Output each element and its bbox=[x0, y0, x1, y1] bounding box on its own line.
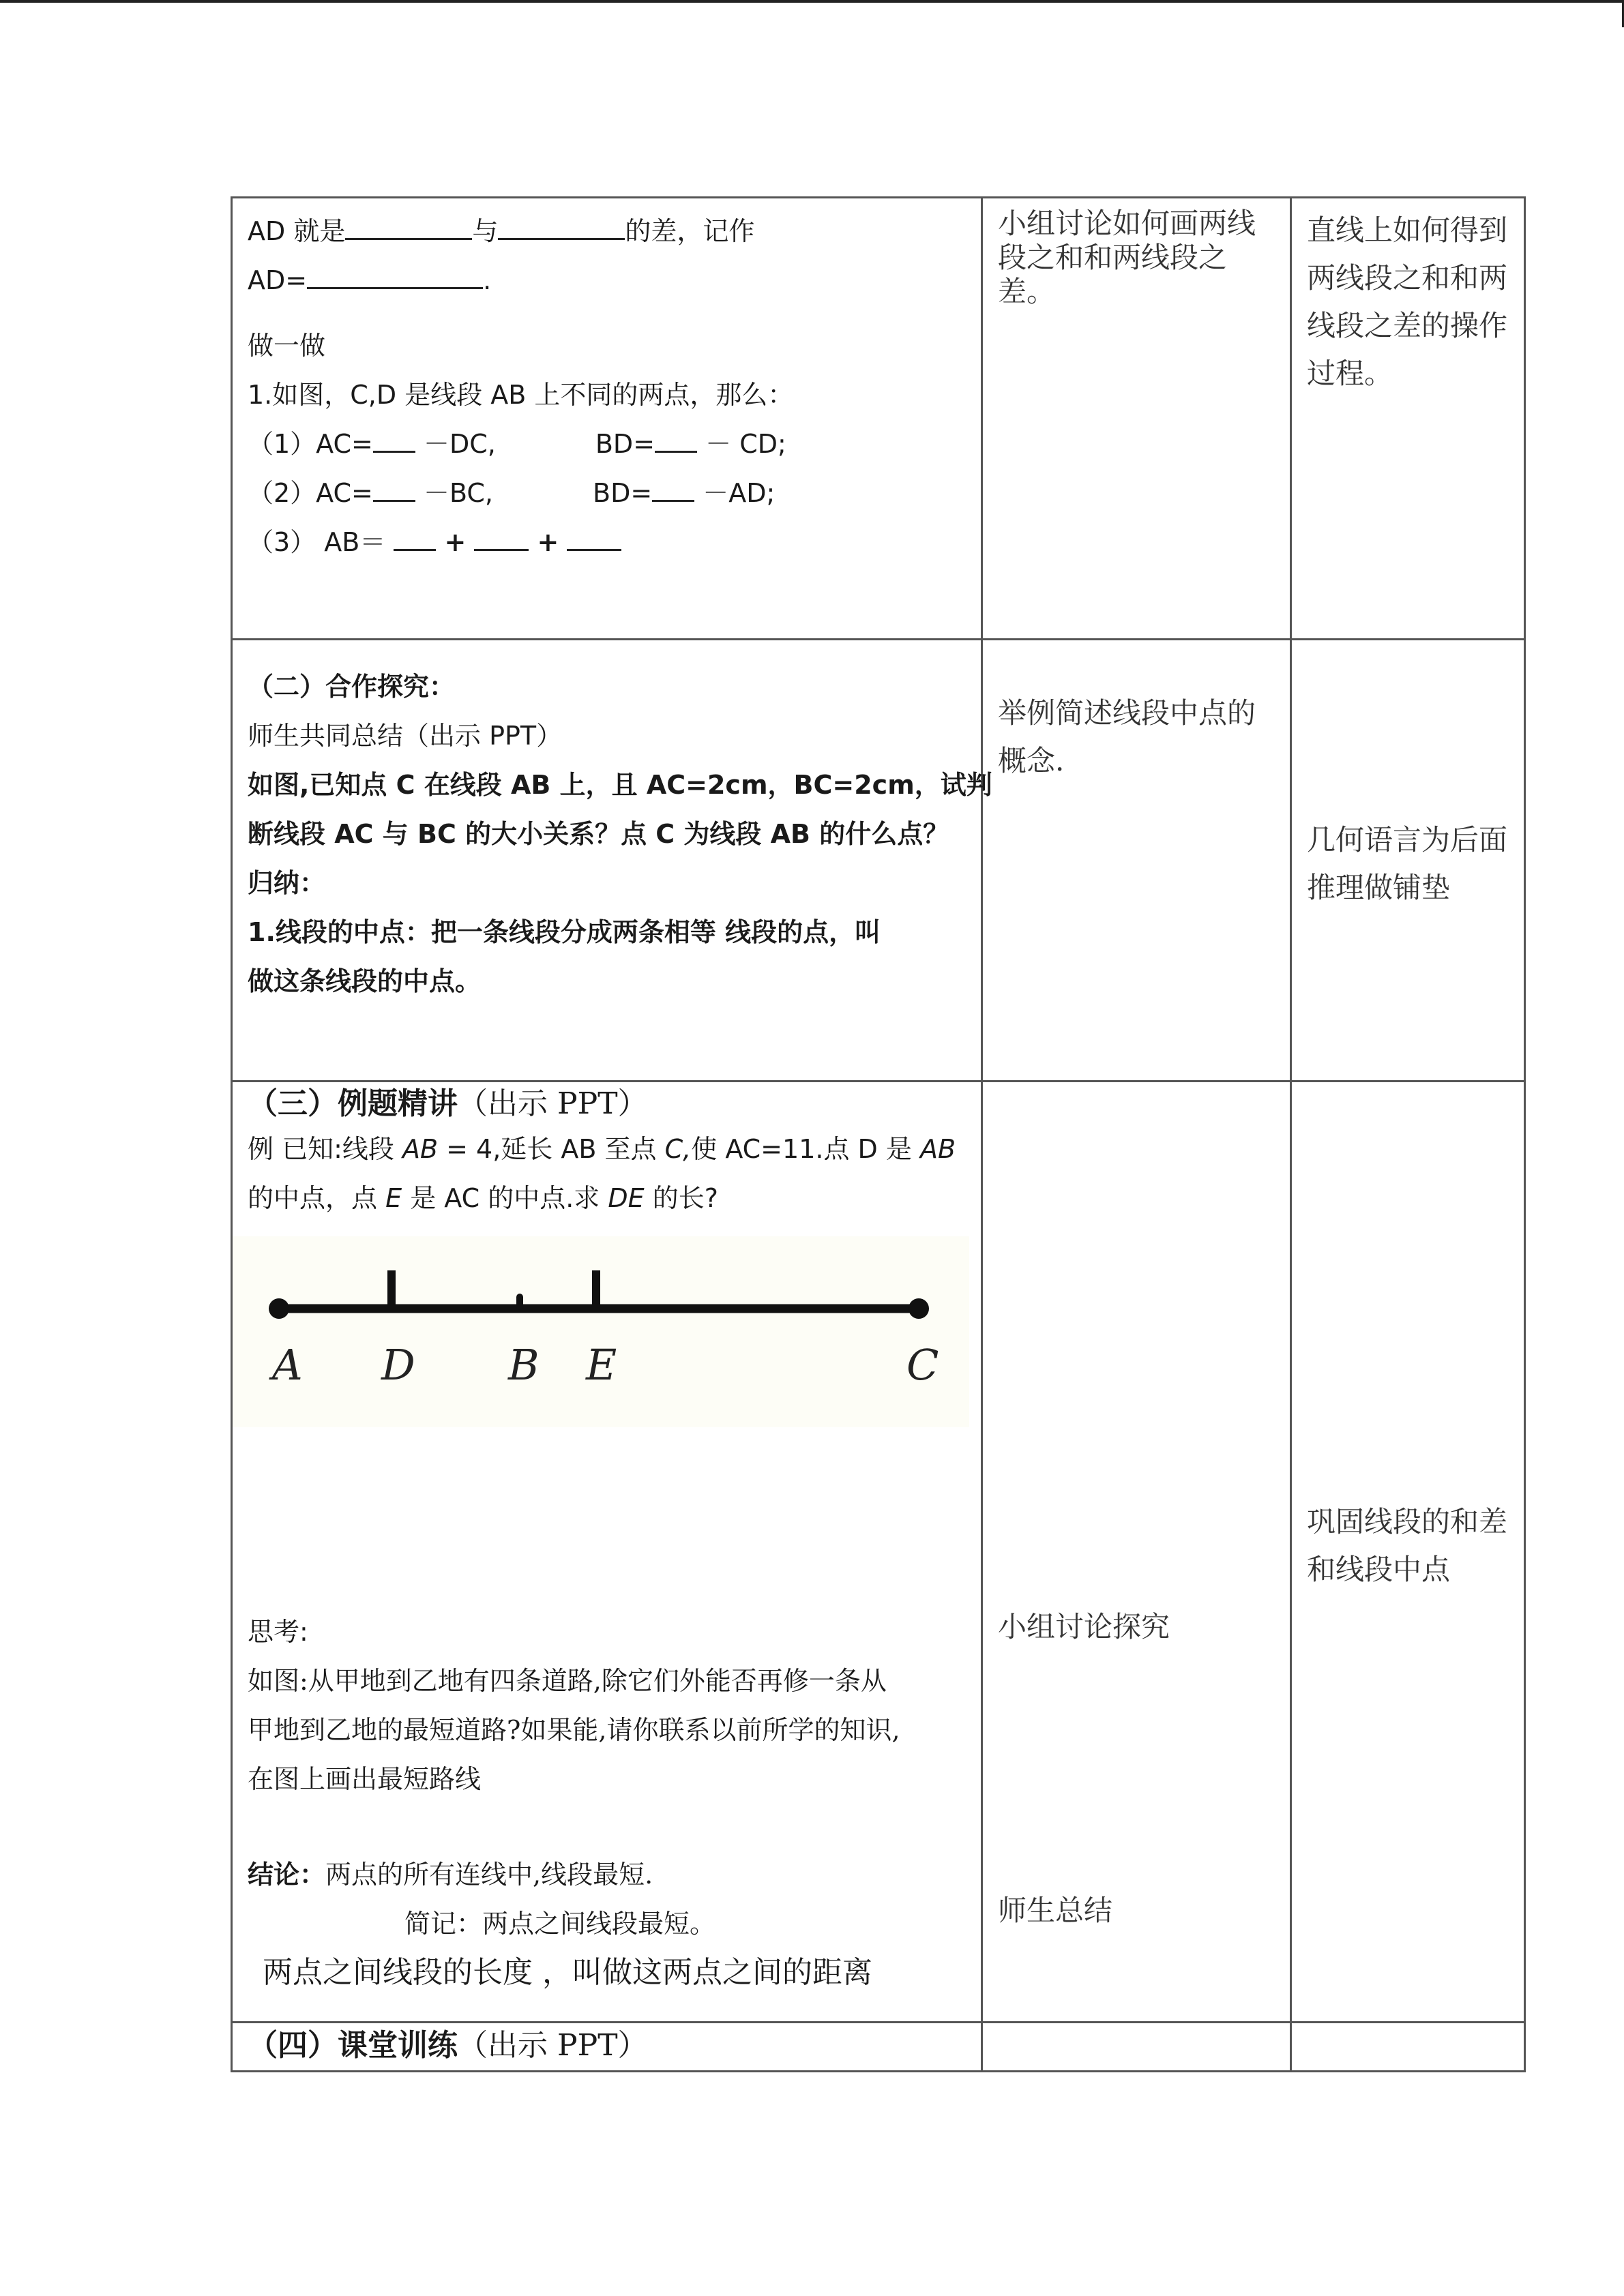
point-d-tick bbox=[387, 1270, 396, 1310]
think-label: 思考: bbox=[248, 1617, 308, 1647]
point-c-dot bbox=[909, 1298, 929, 1319]
answer-blank[interactable] bbox=[652, 470, 694, 502]
difference-definition-line: AD 就是 与 的差，记作 bbox=[248, 207, 966, 256]
answer-blank[interactable] bbox=[394, 519, 436, 551]
section-heading: （三）例题精讲（出示 PPT） bbox=[248, 1086, 648, 1121]
difference-notation-line: AD= . bbox=[248, 256, 966, 305]
table-row bbox=[232, 2023, 1525, 2072]
row2-activity-cell: 举例简述线段中点的 概念. bbox=[982, 640, 1291, 1082]
label-a: A bbox=[272, 1340, 303, 1390]
example-line: 例 已知:线段 AB = 4,延长 AB 至点 C,使 AC=11.点 D 是 AB bbox=[248, 1134, 956, 1164]
short-note: 简记：两点之间线段最短。 bbox=[404, 1909, 716, 1939]
midpoint-definition: 1.线段的中点：把一条线段分成两条相等 线段的点，叫 bbox=[248, 917, 881, 947]
label-c: C bbox=[906, 1340, 939, 1390]
row1-activity-cell: 小组讨论如何画两线 段之和和两线段之 差。 bbox=[982, 198, 1291, 640]
answer-blank[interactable] bbox=[373, 421, 415, 453]
problem-line: 断线段 AC 与 BC 的大小关系？点 C 为线段 AB 的什么点？ bbox=[248, 819, 949, 849]
page-top-border bbox=[0, 0, 1624, 3]
example-line: 的中点，点 E 是 AC 的中点.求 DE 的长? bbox=[248, 1183, 718, 1213]
section-heading: 做一做 bbox=[248, 331, 326, 361]
table-row bbox=[232, 1082, 1525, 2023]
summary-line: 师生共同总结（出示 PPT） bbox=[248, 721, 563, 751]
distance-definition: 两点之间线段的长度 ，叫做这两点之间的距离 bbox=[263, 1955, 872, 1990]
exercise-part-2: （2）AC= －BC, BD= －AD; bbox=[248, 468, 966, 518]
row4-intent-cell bbox=[1291, 2023, 1525, 2072]
row3-intent-cell: 巩固线段的和差 和线段中点 bbox=[1291, 1082, 1525, 2023]
row1-intent-cell: 直线上如何得到 两线段之和和两 线段之差的操作 过程。 bbox=[1291, 198, 1525, 640]
problem-line: 如图,已知点 C 在线段 AB 上，且 AC=2cm，BC=2cm，试判 bbox=[248, 770, 992, 800]
answer-blank[interactable] bbox=[655, 421, 697, 453]
answer-blank[interactable] bbox=[345, 208, 472, 240]
midpoint-definition: 做这条线段的中点。 bbox=[248, 966, 482, 996]
induction-label: 归纳： bbox=[248, 868, 326, 898]
row4-main-cell bbox=[232, 2023, 982, 2072]
row4-activity-cell bbox=[982, 2023, 1291, 2072]
table-row bbox=[232, 640, 1525, 1082]
segment-diagram bbox=[233, 1236, 969, 1427]
row1-main-cell bbox=[232, 198, 982, 640]
think-question: 在图上画出最短路线 bbox=[248, 1764, 482, 1794]
answer-blank[interactable] bbox=[474, 519, 529, 551]
answer-blank[interactable] bbox=[498, 208, 625, 240]
label-d: D bbox=[381, 1340, 415, 1390]
exercise-part-1: （1）AC= －DC, BD= － CD; bbox=[248, 419, 966, 468]
row3-main-cell bbox=[232, 1082, 982, 2023]
exercise-part-3: （3） AB＝ + + bbox=[248, 518, 966, 567]
table-row bbox=[232, 198, 1525, 640]
row2-intent-cell: 几何语言为后面 推理做铺垫 bbox=[1291, 640, 1525, 1082]
line-segment-figure bbox=[233, 1236, 969, 1427]
exercise-question: 1.如图，C,D 是线段 AB 上不同的两点，那么： bbox=[248, 380, 794, 410]
answer-blank[interactable] bbox=[307, 257, 483, 289]
lesson-plan-table bbox=[231, 196, 1526, 2072]
think-question: 如图:从甲地到乙地有四条道路,除它们外能否再修一条从 bbox=[248, 1666, 887, 1696]
point-e-tick bbox=[592, 1270, 600, 1310]
section-heading: （二）合作探究： bbox=[248, 672, 456, 702]
answer-blank[interactable] bbox=[373, 470, 415, 502]
label-e: E bbox=[586, 1340, 617, 1390]
section-heading: （四）课堂训练（出示 PPT） bbox=[248, 2028, 648, 2063]
answer-blank[interactable] bbox=[567, 519, 621, 551]
label-b: B bbox=[508, 1340, 540, 1390]
point-b-tick bbox=[516, 1294, 523, 1310]
row2-main-cell bbox=[232, 640, 992, 1082]
think-question: 甲地到乙地的最短道路?如果能,请你联系以前所学的知识, bbox=[248, 1715, 900, 1745]
conclusion-line: 结论：两点的所有连线中,线段最短. bbox=[248, 1860, 653, 1890]
row3-activity-cell: 小组讨论探究 师生总结 bbox=[982, 1082, 1291, 2023]
point-a-dot bbox=[269, 1298, 289, 1319]
